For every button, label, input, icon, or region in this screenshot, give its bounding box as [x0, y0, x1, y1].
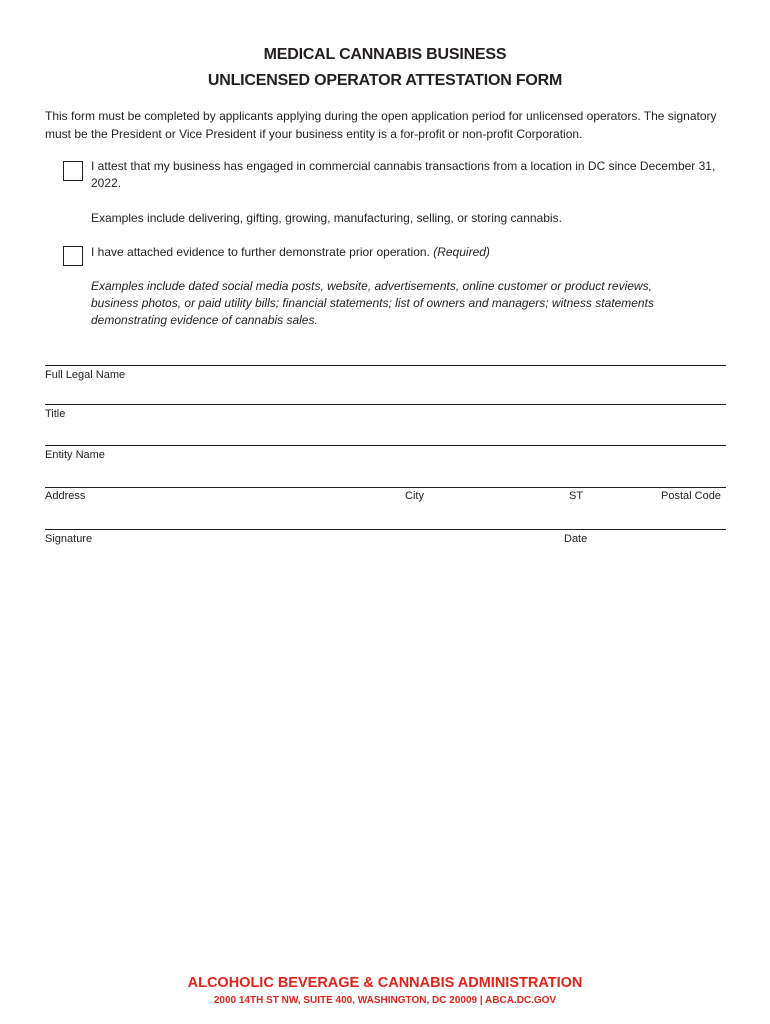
entity-name-label: Entity Name — [45, 449, 105, 461]
full-legal-name-label: Full Legal Name — [45, 369, 126, 381]
attest-evidence-checkbox[interactable] — [63, 246, 83, 266]
attest-evidence-text: I have attached evidence to further demonstrate prior operation. — [91, 245, 430, 259]
full-legal-name-line — [45, 365, 726, 366]
intro-text: This form must be completed by applicants applying during the open application period for unlicensed operators. The signatory must be the President or Vice President if your business entity is a for-profit or non-profit Corporation. — [45, 109, 717, 141]
attest-transactions-examples: Examples include delivering, gifting, growing, manufacturing, selling, or storing cannabis. — [91, 211, 562, 225]
title-line — [45, 404, 726, 405]
attest-transactions-text: I attest that my business has engaged in commercial cannabis transactions from a location in DC since December 31, 2022. — [91, 159, 716, 190]
footer-agency-name: ALCOHOLIC BEVERAGE & CANNABIS ADMINISTRATION — [187, 975, 583, 991]
postal-code-label: Postal Code — [661, 490, 721, 502]
address-line — [45, 487, 726, 488]
attest-evidence-line — [91, 244, 731, 261]
title-input[interactable] — [45, 382, 730, 406]
signature-input[interactable] — [45, 506, 730, 530]
date-label: Date — [564, 533, 588, 545]
state-label: ST — [569, 490, 584, 502]
form-title-line-1: MEDICAL CANNABIS BUSINESS — [263, 46, 507, 63]
address-input[interactable] — [45, 464, 730, 488]
title-label: Title — [45, 408, 66, 420]
form-title-line-2: UNLICENSED OPERATOR ATTESTATION FORM — [207, 72, 563, 89]
signature-line — [45, 529, 726, 530]
entity-name-line — [45, 445, 726, 446]
entity-name-input[interactable] — [45, 422, 730, 446]
address-label: Address — [45, 490, 86, 502]
required-note: (Required) — [433, 245, 490, 259]
attest-evidence-examples: Examples include dated social media posts, website, advertisements, online customer or product reviews, business photos, or paid utility bills; financial statements; list of owners and managers; witness statements demonstrating evidence of cannabis sales. — [91, 279, 654, 327]
footer-address: 2000 14TH ST NW, SUITE 400, WASHINGTON, DC 20009 | ABCA.DC.GOV — [213, 995, 557, 1006]
city-label: City — [405, 490, 424, 502]
attest-transactions-checkbox[interactable] — [63, 161, 83, 181]
signature-label: Signature — [45, 533, 93, 545]
full-legal-name-input[interactable] — [45, 342, 730, 366]
